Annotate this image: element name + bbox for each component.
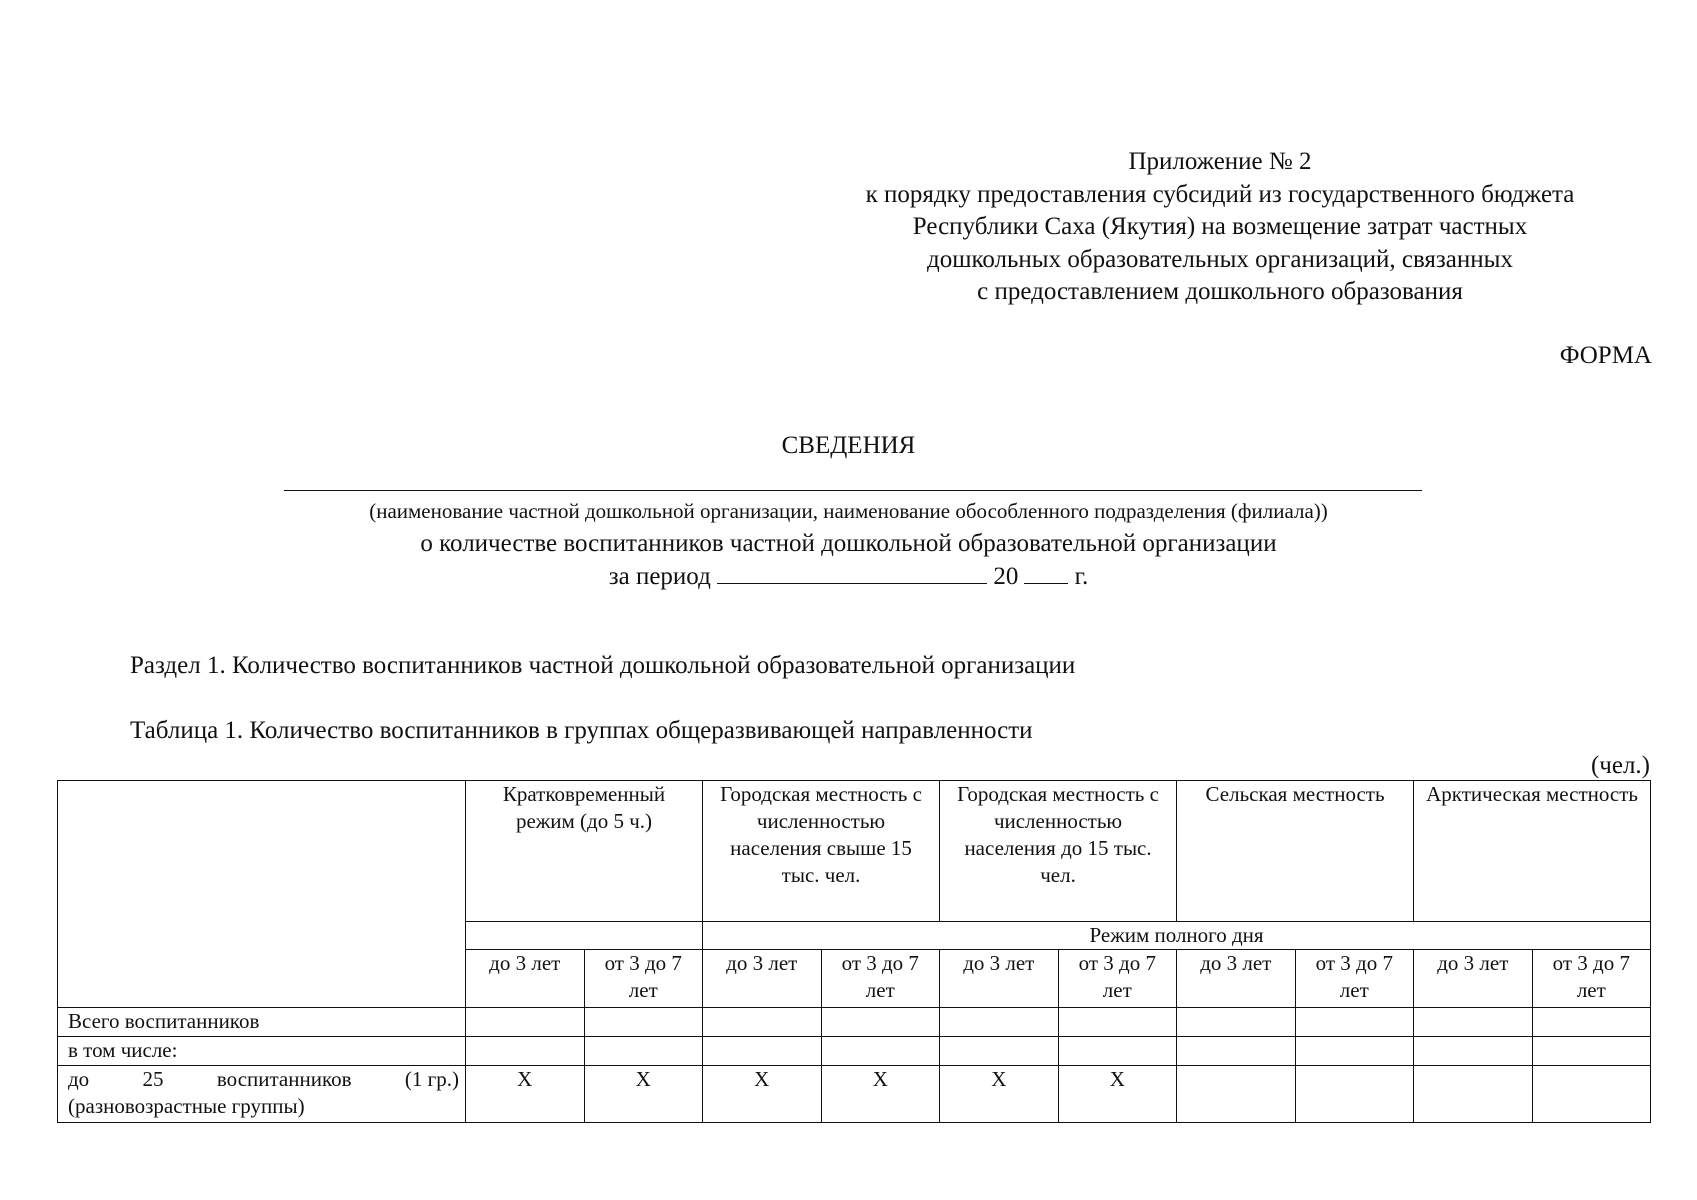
age-subheader: от 3 до 7 лет — [1058, 950, 1177, 1008]
appendix-block — [780, 146, 1660, 309]
appendix-line: с предоставлением дошкольного образования — [977, 278, 1463, 305]
age-subheader: до 3 лет — [703, 950, 822, 1008]
table-cell[interactable] — [1414, 1008, 1533, 1037]
group-header: Городская местность с численностью населения до 15 тыс. чел. — [940, 781, 1177, 922]
group-header: Сельская местность — [1177, 781, 1414, 922]
period-line — [0, 561, 1697, 593]
period-year-prefix: 20 — [993, 563, 1019, 590]
table-row — [58, 1008, 1651, 1037]
age-subheader: до 3 лет — [940, 950, 1059, 1008]
table-cell[interactable] — [940, 1037, 1059, 1066]
age-subheader: от 3 до 7 лет — [584, 950, 703, 1008]
table-cell: Х — [940, 1066, 1059, 1123]
age-subheader: до 3 лет — [466, 950, 585, 1008]
table-caption: Таблица 1. Количество воспитанников в группах общеразвивающей направленности — [130, 717, 1033, 744]
age-subheader: от 3 до 7 лет — [821, 950, 940, 1008]
group-header: Кратковременный режим (до 5 ч.) — [466, 781, 703, 922]
period-blank-field[interactable] — [717, 563, 987, 584]
table-cell[interactable] — [821, 1008, 940, 1037]
table-cell[interactable] — [466, 1008, 585, 1037]
empty-header-cell — [466, 922, 703, 950]
age-subheader: до 3 лет — [1177, 950, 1296, 1008]
table-cell[interactable] — [584, 1008, 703, 1037]
table-cell: Х — [821, 1066, 940, 1123]
row-label-line: (разновозрастные группы) — [68, 1094, 305, 1118]
table-cell[interactable] — [1414, 1037, 1533, 1066]
document-title: СВЕДЕНИЯ — [781, 432, 916, 459]
table-cell[interactable] — [1177, 1008, 1296, 1037]
organization-name-line[interactable] — [284, 490, 1422, 491]
age-subheader: до 3 лет — [1414, 950, 1533, 1008]
row-label-word: до — [68, 1067, 90, 1091]
table-cell[interactable] — [703, 1008, 822, 1037]
section-title: Раздел 1. Количество воспитанников частной дошкольной образовательной организации — [130, 652, 1076, 679]
table-cell[interactable] — [1295, 1037, 1414, 1066]
row-label-line — [68, 1066, 459, 1093]
table-cell[interactable] — [1532, 1066, 1651, 1123]
table-cell[interactable] — [1532, 1008, 1651, 1037]
table-cell[interactable] — [821, 1037, 940, 1066]
row-label-word: воспитанников — [216, 1067, 352, 1091]
pupils-table — [57, 780, 1651, 1123]
table-cell[interactable] — [1058, 1008, 1177, 1037]
table-cell[interactable] — [1058, 1037, 1177, 1066]
document-subtitle: о количестве воспитанников частной дошкольной образовательной организации — [420, 530, 1277, 557]
table-cell: Х — [466, 1066, 585, 1123]
appendix-line: к порядку предоставления субсидий из государственного бюджета — [865, 180, 1575, 208]
row-label — [58, 1066, 466, 1123]
row-label: Всего воспитанников — [58, 1008, 466, 1037]
table-header-row — [58, 781, 1651, 922]
table-cell[interactable] — [1532, 1037, 1651, 1066]
group-header: Городская местность с численностью населения свыше 15 тыс. чел. — [703, 781, 940, 922]
table-cell[interactable] — [1295, 1066, 1414, 1123]
organization-name-hint: (наименование частной дошкольной организации, наименование обособленного подразделения (филиала)) — [369, 499, 1328, 523]
age-subheader: от 3 до 7 лет — [1532, 950, 1651, 1008]
period-year-blank-field[interactable] — [1024, 563, 1068, 584]
group-header: Арктическая местность — [1414, 781, 1651, 922]
row-label-word: 25 — [142, 1067, 164, 1091]
form-label: ФОРМА — [1559, 342, 1652, 369]
row-label: в том числе: — [58, 1037, 466, 1066]
table-row — [58, 1037, 1651, 1066]
table-cell[interactable] — [584, 1037, 703, 1066]
table-cell[interactable] — [1414, 1066, 1533, 1123]
table-cell[interactable] — [1177, 1066, 1296, 1123]
appendix-line: Республики Саха (Якутия) на возмещение затрат частных — [912, 213, 1528, 240]
table-cell[interactable] — [1295, 1008, 1414, 1037]
appendix-line: дошкольных образовательных организаций, связанных — [927, 245, 1513, 273]
appendix-line: Приложение № 2 — [1128, 148, 1312, 175]
table-cell[interactable] — [466, 1037, 585, 1066]
table-cell: Х — [703, 1066, 822, 1123]
table-cell[interactable] — [1177, 1037, 1296, 1066]
table-row — [58, 1066, 1651, 1123]
table-cell: Х — [584, 1066, 703, 1123]
table-corner-cell — [58, 781, 466, 1008]
full-day-header: Режим полного дня — [703, 922, 1651, 950]
table-cell[interactable] — [940, 1008, 1059, 1037]
unit-label: (чел.) — [1590, 752, 1650, 779]
row-label-word: (1 гр.) — [404, 1067, 459, 1091]
age-subheader: от 3 до 7 лет — [1295, 950, 1414, 1008]
table-cell: Х — [1058, 1066, 1177, 1123]
period-prefix: за период — [608, 563, 711, 590]
table-cell[interactable] — [703, 1037, 822, 1066]
period-suffix: г. — [1074, 563, 1089, 590]
